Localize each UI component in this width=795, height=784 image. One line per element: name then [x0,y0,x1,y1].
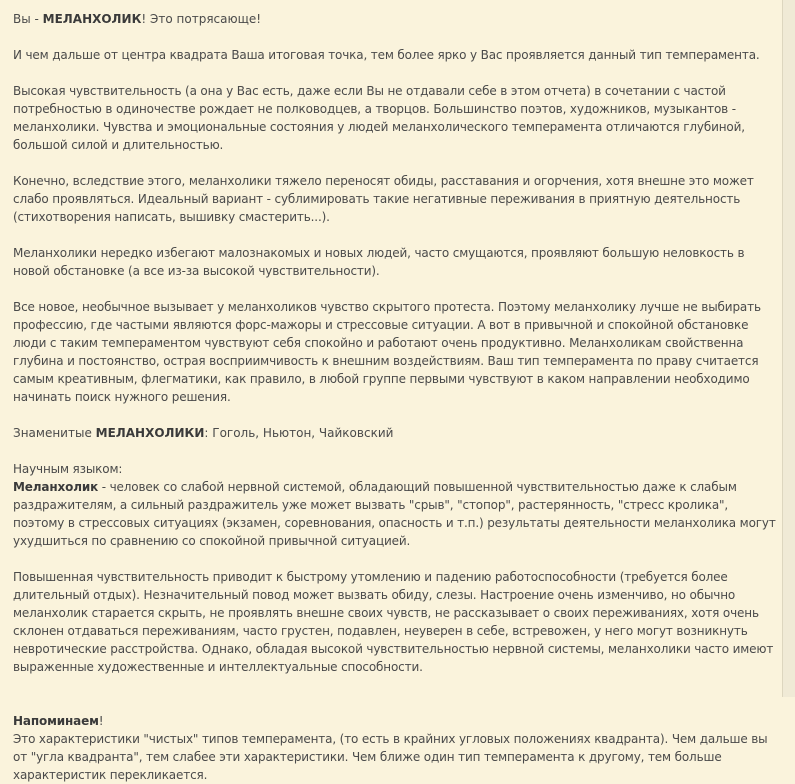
scientific-definition [13,460,782,550]
famous-names: : Гоголь, Ньютон, Чайковский [204,426,394,440]
reminder-note [13,712,782,784]
reminder-text: Это характеристики "чистых" типов темперамента, (то есть в крайних угловых положениях квадранта). Чем дальше вы от "угла квадранта", тем слабее эти характеристики. Чем ближе один тип темперамента к другому, тем больше характеристик перекликается. [13,732,768,782]
reminder-mark: ! [98,714,104,728]
paragraph-sensitivity: Высокая чувствительность (а она у Вас есть, даже если Вы не отдавали себе в этом отчета) в сочетании с частой потребностью в одиночестве рождает не полководцев, а творцов. Большинство поэтов, художников, музыкантов - меланхолики. Чувства и эмоциональные состояния у людей меланхолического темперамента отличаются глубиной, большой силой и длительностью. [13,84,745,152]
famous-before: Знаменитые [13,426,96,440]
famous-type: МЕЛАНХОЛИКИ [95,426,205,440]
paragraph-novelty: Все новое, необычное вызывает у меланхоликов чувство скрытого протеста. Поэтому меланхолику лучше не выбирать профессию, где частыми являются форс-мажоры и стрессовые ситуации. А вот в привычной и спокойной обстановке люди с таким темпераментом чувствуют себя спокойно и работают очень продуктивно. Меланхоликам свойственна глубина и постоянство, острая восприимчивость к внешним воздействиям. Ваш тип темперамента по праву считается самым креативным, флегматики, как правило, в любой группе первыми чувствуют в каком направлении необходимо начинать поиск нужного решения. [13,300,761,404]
temperament-type: МЕЛАНХОЛИК [42,12,142,26]
intro-before: Вы - [13,12,43,26]
result-intro [13,10,782,28]
paragraph-shyness: Меланхолики нередко избегают малознакомых и новых людей, часто смущаются, проявляют большую неловкость в новой обстановке (а все из-за высокой чувствительности). [13,246,745,278]
science-term: Меланхолик [13,480,99,494]
paragraph-resentment: Конечно, вследствие этого, меланхолики тяжело переносят обиды, расставания и огорчения, хотя внешне это может слабо проявляться. Идеальный вариант - сублимировать такие негативные переживания в приятную деятельность (стихотворения написать, вышивку смастерить...). [13,174,754,224]
paragraph-fatigue: Повышенная чувствительность приводит к быстрому утомлению и падению работоспособности (требуется более длительный отдых). Незначительный повод может вызвать обиду, слезы. Настроение очень изменчиво, но обычно меланхолик старается скрыть, не проявлять внешне своих чувств, не рассказывает о своих переживаниях, хотя очень склонен отдаваться переживаниям, часто грустен, подавлен, неуверен в себе, встревожен, у него могут возникнуть невротические расстройства. Однако, обладая высокой чувствительностью нервной системы, меланхолики часто имеют выраженные художественные и интеллектуальные способности. [13,570,774,674]
paragraph-center-distance: И чем дальше от центра квадрата Ваша итоговая точка, тем более ярко у Вас проявляется данный тип темперамента. [13,48,760,62]
famous-melancholics [13,424,782,442]
science-heading: Научным языком: [13,462,123,476]
intro-after: ! Это потрясающе! [141,12,262,26]
vertical-scrollbar[interactable] [782,0,795,697]
science-definition: - человек со слабой нервной системой, обладающий повышенной чувствительностью даже к слабым раздражителям, а сильный раздражитель уже может вызвать "срыв", "стопор", растерянность, "стресс кролика", поэтому в стрессовых ситуациях (экзамен, соревнования, опасность и т.п.) результаты деятельности меланхолика могут ухудшиться по сравнению со спокойной привычной ситуацией. [13,480,776,548]
reminder-label: Напоминаем [13,714,99,728]
